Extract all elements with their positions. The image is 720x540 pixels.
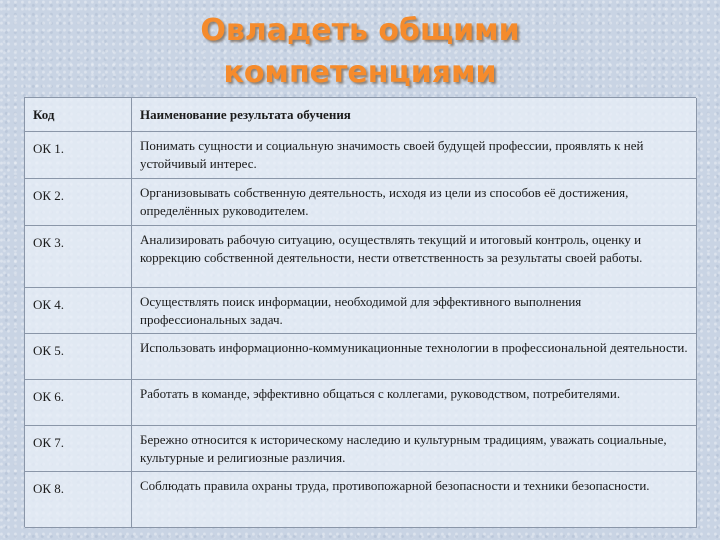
row-code: ОК 6. <box>25 380 132 426</box>
row-description: Бережно относится к историческому наследию и культурным традициям, уважать социальные, культурные и религиозные различия. <box>132 426 697 472</box>
row-code: ОК 8. <box>25 472 132 528</box>
row-description: Соблюдать правила охраны труда, противопожарной безопасности и техники безопасности. <box>132 472 697 528</box>
row-description: Работать в команде, эффективно общаться с коллегами, руководством, потребителями. <box>132 380 697 426</box>
row-description: Анализировать рабочую ситуацию, осуществлять текущий и итоговый контроль, оценку и коррекцию собственной деятельности, нести ответственность за результаты своей работы. <box>132 226 697 288</box>
slide-title-line-1: Овладеть общими <box>200 13 520 48</box>
slide-title <box>0 10 720 94</box>
row-description: Осуществлять поиск информации, необходимой для эффективного выполнения профессиональных задач. <box>132 288 697 334</box>
row-description: Понимать сущности и социальную значимость своей будущей профессии, проявлять к ней устойчивый интерес. <box>132 132 697 179</box>
slide-title-line-2: компетенциями <box>223 55 497 90</box>
row-description: Использовать информационно-коммуникационные технологии в профессиональной деятельности. <box>132 334 697 380</box>
row-code: ОК 3. <box>25 226 132 288</box>
row-code: ОК 2. <box>25 179 132 226</box>
row-description: Организовывать собственную деятельность, исходя из цели из способов её достижения, определённых руководителем. <box>132 179 697 226</box>
competencies-table <box>24 97 696 527</box>
row-code: ОК 4. <box>25 288 132 334</box>
row-code: ОК 1. <box>25 132 132 179</box>
row-code: ОК 5. <box>25 334 132 380</box>
row-code: ОК 7. <box>25 426 132 472</box>
column-header-result-name: Наименование результата обучения <box>132 98 697 132</box>
column-header-code: Код <box>25 98 132 132</box>
